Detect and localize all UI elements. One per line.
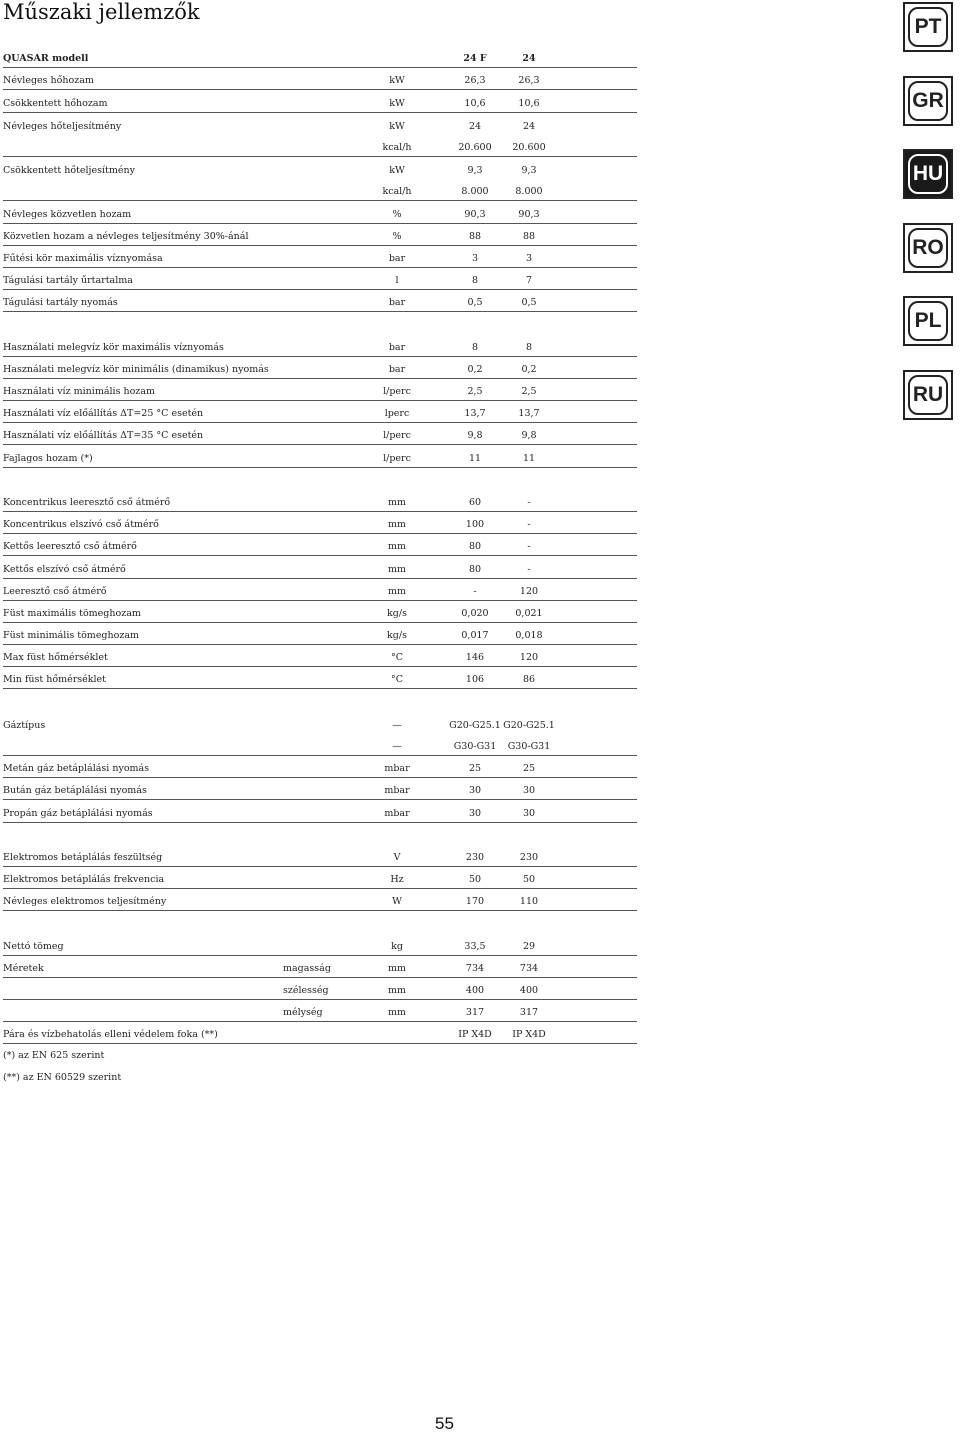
row-unit: mm [387,962,407,974]
table-row [3,623,637,645]
table-row [3,712,637,734]
row-unit: % [392,230,402,242]
row-value-24: 0,021 [515,607,543,619]
row-unit: kW [389,97,405,109]
row-unit: kW [389,165,405,177]
row-value-24f: 13,7 [464,408,486,420]
row-value-24f: 9,3 [467,165,483,177]
table-row [3,179,637,201]
table-row [3,889,637,911]
row-label: Gáztípus [3,719,46,731]
row-label: Fűtési kör maximális víznyomása [3,252,163,264]
row-unit: kcal/h [382,141,412,153]
page-title: Műszaki jellemzők [3,0,200,24]
table-row [3,845,637,867]
header-model-24: 24 [522,53,536,65]
row-value-24: - [527,563,531,575]
row-label: Max füst hőmérséklet [3,652,108,664]
row-unit: mm [387,496,407,508]
row-label: Csökkentett hőteljesítmény [3,165,135,177]
row-unit: mbar [384,763,410,775]
row-label: Kettős leeresztő cső átmérő [3,541,137,553]
row-value-24: 88 [522,230,536,242]
row-value-24f: 3 [471,252,479,264]
row-value-24f: 0,020 [461,607,489,619]
row-label: Használati víz minimális hozam [3,386,155,397]
row-value-24: 30 [522,785,536,797]
row-label: Bután gáz betáplálási nyomás [3,785,147,797]
table-row [3,601,637,623]
row-value-24f: 30 [468,785,482,797]
row-unit: kg/s [387,630,407,642]
row-sublabel: mélység [283,1007,323,1019]
table-row [3,246,637,268]
row-label: Névleges közvetlen hozam [3,208,132,220]
row-unit: l [395,275,399,287]
row-value-24: 0,5 [521,297,537,309]
row-unit: bar [388,363,406,375]
row-value-24: 20.600 [512,141,546,153]
row-unit: % [392,208,402,220]
row-unit: bar [388,341,406,353]
row-value-24: 7 [525,275,533,287]
row-label: Névleges hőhozam [3,75,94,87]
table-row [3,468,637,490]
table-row [3,1000,637,1022]
table-row [3,90,637,112]
table-row [3,379,637,401]
table-row [3,556,637,578]
row-label: Koncentrikus elszívó cső átmérő [3,519,159,531]
row-value-24f: 146 [465,652,485,664]
row-label: Min füst hőmérséklet [3,674,106,686]
row-label: Használati víz előállítás ΔT=25 °C esetén [3,408,204,420]
row-label: Használati víz előállítás ΔT=35 °C esetén [3,430,204,442]
table-row [3,956,637,978]
row-value-24f: 170 [465,896,485,908]
row-value-24: - [527,519,531,531]
row-unit: mm [387,1007,407,1019]
row-value-24: 26,3 [518,75,540,87]
row-value-24f: 80 [468,541,482,553]
table-row [3,357,637,379]
language-badges [903,2,955,443]
row-value-24: 120 [519,652,539,664]
row-unit: — [392,719,402,731]
table-row [3,867,637,889]
row-unit: lperc [384,408,410,420]
row-label: Tágulási tartály űrtartalma [3,275,133,287]
row-value-24f: 734 [465,962,485,974]
row-unit: mm [387,541,407,553]
row-value-24f: 0,017 [461,630,489,642]
row-unit: °C [390,674,404,686]
row-value-24f: 230 [465,851,485,863]
table-row [3,490,637,512]
row-value-24f: 30 [468,807,482,819]
row-unit: mm [387,585,407,597]
row-unit: mm [387,519,407,531]
row-value-24: 10,6 [518,97,540,109]
row-unit: kcal/h [382,186,412,198]
row-unit: Hz [390,874,404,886]
language-badge-gr[interactable] [903,76,953,126]
row-value-24: 110 [519,896,539,908]
row-label: Pára és vízbehatolás elleni védelem foka (**) [3,1029,218,1041]
language-code: RU [908,375,948,415]
row-label: Elektromos betáplálás frekvencia [3,874,165,886]
row-value-24: 400 [519,985,539,997]
row-label: Névleges hőteljesítmény [3,120,122,132]
row-value-24f: 100 [465,519,485,531]
row-value-24f: 8 [471,275,479,287]
table-row [3,534,637,556]
row-label: Közvetlen hozam a névleges teljesítmény 30%-ánál [3,230,249,242]
table-row [3,290,637,312]
row-value-24f: 20.600 [458,141,492,153]
table-row [3,734,637,756]
row-value-24: 11 [522,452,536,464]
row-label: Használati melegvíz kör maximális víznyomás [3,341,224,353]
language-code: GR [908,81,948,121]
table-row [3,334,637,356]
row-value-24: 24 [522,120,536,132]
header-label: QUASAR modell [3,53,89,65]
row-unit: l/perc [383,452,411,464]
table-row [3,689,637,711]
row-value-24f: 317 [465,1007,485,1019]
spec-table [3,46,637,1044]
table-row [3,823,637,845]
row-label: Füst maximális tömeghozam [3,607,141,619]
table-row [3,1022,637,1044]
row-value-24: G30-G31 [507,741,551,752]
row-label: Használati melegvíz kör minimális (dinamikus) nyomás [3,363,269,375]
header-model-24f: 24 F [463,53,487,65]
row-value-24: 9,3 [521,165,537,177]
table-row [3,423,637,445]
row-value-24f: 60 [468,496,482,508]
row-value-24: G20-G25.1 [503,719,555,731]
table-row [3,445,637,467]
table-row [3,978,637,1000]
language-code: HU [908,154,948,194]
row-value-24: 30 [522,807,536,819]
row-value-24: 0,018 [515,630,543,642]
row-sublabel: magasság [283,962,331,974]
row-value-24: 8.000 [515,186,543,198]
row-label: Nettó tömeg [3,940,64,952]
row-unit: bar [388,252,406,264]
table-header-row [3,46,637,68]
language-code: PL [908,301,948,341]
row-unit: kW [389,120,405,132]
row-label: Méretek [3,962,44,974]
row-value-24: - [527,496,531,508]
row-value-24f: 33,5 [464,940,486,952]
row-label: Kettős elszívó cső átmérő [3,563,126,575]
row-value-24: 0,2 [521,363,537,375]
table-row [3,401,637,423]
row-value-24: 230 [519,851,539,863]
row-value-24: 29 [522,940,536,952]
row-unit: mbar [384,785,410,797]
table-row [3,778,637,800]
table-row [3,224,637,246]
row-value-24: - [527,541,531,553]
row-value-24: 3 [525,252,533,264]
language-badge-pt[interactable] [903,2,953,52]
row-unit: kg/s [387,607,407,619]
row-value-24: 25 [522,763,536,775]
row-value-24: 8 [525,341,533,353]
page-number: 55 [435,1414,454,1433]
table-row [3,756,637,778]
row-label: Névleges elektromos teljesítmény [3,896,167,908]
row-value-24: 120 [519,585,539,597]
row-unit: mbar [384,807,410,819]
row-unit: V [393,851,401,863]
row-unit: kW [389,75,405,87]
row-value-24f: 11 [468,452,482,464]
row-unit: °C [390,652,404,664]
row-unit: l/perc [383,386,411,397]
table-row [3,512,637,534]
row-label: Propán gáz betáplálási nyomás [3,807,153,819]
language-badge-ro[interactable] [903,223,953,273]
table-row [3,645,637,667]
row-value-24f: 50 [468,874,482,886]
table-row [3,68,637,90]
row-value-24: 90,3 [518,208,540,220]
table-row [3,579,637,601]
row-sublabel: szélesség [283,985,329,997]
row-label: Metán gáz betáplálási nyomás [3,763,150,775]
row-unit: l/perc [383,430,411,442]
row-label: Elektromos betáplálás feszültség [3,851,163,863]
row-value-24f: 400 [465,985,485,997]
row-label: Tágulási tartály nyomás [3,297,118,309]
row-label: Füst minimális tömeghozam [3,630,140,642]
row-label: Koncentrikus leeresztő cső átmérő [3,496,171,508]
row-value-24f: 90,3 [464,208,486,220]
row-value-24f: 10,6 [464,97,486,109]
row-value-24f: 9,8 [467,430,483,442]
row-value-24f: 2,5 [467,386,483,397]
row-value-24: 317 [519,1007,539,1019]
row-value-24f: G30-G31 [453,741,497,752]
table-row [3,800,637,822]
row-value-24f: 24 [468,120,482,132]
row-label: Leeresztő cső átmérő [3,585,107,597]
row-unit: bar [388,297,406,309]
language-badge-hu[interactable] [903,149,953,199]
table-row [3,201,637,223]
row-unit: kg [391,940,403,952]
table-row [3,312,637,334]
row-unit: W [392,896,402,908]
row-value-24f: 8.000 [461,186,489,198]
row-value-24: 86 [522,674,536,686]
row-value-24f: 8 [471,341,479,353]
row-unit: mm [387,563,407,575]
row-value-24f: 80 [468,563,482,575]
row-value-24: 2,5 [521,386,537,397]
table-row [3,911,637,933]
row-unit: — [392,741,402,752]
footnote-en60529: (**) az EN 60529 szerint [3,1072,122,1083]
row-value-24f: - [473,585,477,597]
row-value-24: IP X4D [512,1029,546,1041]
row-label: Fajlagos hozam (*) [3,452,93,464]
table-row [3,113,637,135]
row-value-24f: 0,2 [467,363,483,375]
language-code: PT [908,7,948,47]
row-value-24f: 0,5 [467,297,483,309]
row-label: Csökkentett hőhozam [3,97,108,109]
row-value-24f: 88 [468,230,482,242]
row-unit: mm [387,985,407,997]
table-row [3,934,637,956]
language-badge-ru[interactable] [903,370,953,420]
row-value-24f: 26,3 [464,75,486,87]
language-badge-pl[interactable] [903,296,953,346]
row-value-24f: G20-G25.1 [449,719,501,731]
row-value-24: 13,7 [518,408,540,420]
row-value-24: 9,8 [521,430,537,442]
table-row [3,135,637,157]
language-code: RO [908,228,948,268]
row-value-24f: IP X4D [458,1029,492,1041]
row-value-24: 734 [519,962,539,974]
table-row [3,157,637,179]
row-value-24f: 25 [468,763,482,775]
footnote-en625: (*) az EN 625 szerint [3,1050,105,1061]
table-row [3,667,637,689]
table-row [3,268,637,290]
row-value-24: 50 [522,874,536,886]
row-value-24f: 106 [465,674,485,686]
